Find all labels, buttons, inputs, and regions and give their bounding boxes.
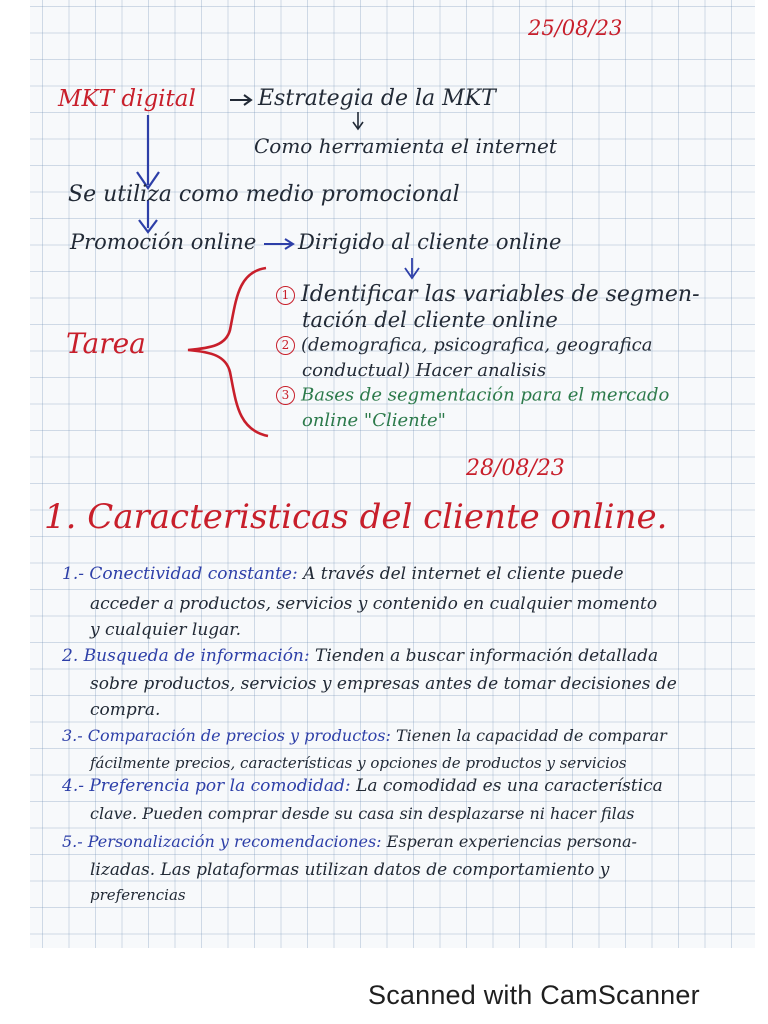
item-2-line3: compra.: [90, 700, 161, 720]
arrow-right-blue-icon: [264, 239, 293, 249]
tarea-item-2: [276, 336, 652, 355]
herramienta-text: Como herramienta el internet: [254, 134, 557, 158]
tarea-item-2-line2: conductual) Hacer analisis: [302, 360, 547, 381]
item-4-line2: clave. Pueden comprar desde su casa sin desplazarse ni hacer filas: [90, 804, 635, 823]
item-1-heading: 1.- Conectividad constante:: [62, 564, 298, 584]
camscanner-footer: Scanned with CamScanner: [368, 980, 700, 1010]
arrow-down-blue-icon: [137, 115, 159, 188]
dirigido-text: Dirigido al cliente online: [298, 230, 562, 254]
item-1: [62, 566, 624, 583]
date-top: 25/08/23: [528, 16, 623, 40]
arrow-right-icon: [230, 95, 251, 105]
item-4: [62, 778, 663, 795]
tarea-item-3: [276, 386, 669, 405]
circled-number: 2: [276, 336, 295, 355]
tarea-item-2-line1: (demografica, psicografica, geografica: [301, 334, 653, 356]
tarea-item-3-line1: Bases de segmentación para el mercado: [301, 384, 670, 406]
item-1-line2: acceder a productos, servicios y contenido en cualquier momento: [90, 594, 658, 614]
mkt-digital-label: MKT digital: [58, 86, 196, 112]
circled-number: 3: [276, 386, 295, 405]
item-2: [62, 648, 658, 665]
tarea-item-3-line2: online "Cliente": [302, 410, 446, 431]
item-1-line3: y cualquier lugar.: [90, 620, 241, 640]
item-2-line1: Tienden a buscar información detallada: [315, 646, 659, 666]
item-3: [62, 728, 667, 744]
item-3-line1: Tienen la capacidad de comparar: [395, 726, 667, 745]
item-5-line3: preferencias: [90, 886, 186, 904]
tarea-item-1-line2: tación del cliente online: [302, 308, 558, 332]
item-2-line2: sobre productos, servicios y empresas antes de tomar decisiones de: [90, 674, 677, 694]
item-4-heading: 4.- Preferencia por la comodidad:: [62, 776, 351, 796]
section-title: 1. Caracteristicas del cliente online.: [44, 497, 668, 537]
promocion-text: Promoción online: [70, 230, 257, 254]
item-5-line2: lizadas. Las plataformas utilizan datos de comportamiento y: [90, 860, 610, 880]
curly-brace-icon: [188, 268, 268, 436]
tarea-item-1: [276, 284, 700, 306]
item-5-heading: 5.- Personalización y recomendaciones:: [62, 832, 382, 851]
item-3-heading: 3.- Comparación de precios y productos:: [62, 726, 391, 745]
se-utiliza-text: Se utiliza como medio promocional: [68, 182, 460, 207]
item-5: [62, 834, 637, 850]
arrow-down-blue-icon: [405, 258, 419, 278]
item-3-line2: fácilmente precios, características y opciones de productos y servicios: [90, 754, 627, 772]
item-2-heading: 2. Busqueda de información:: [62, 646, 310, 666]
item-1-line1: A través del internet el cliente puede: [303, 564, 624, 584]
section-date: 28/08/23: [466, 456, 565, 481]
item-5-line1: Esperan experiencias persona-: [386, 832, 637, 851]
tarea-item-1-line1: Identificar las variables de segmen-: [301, 282, 700, 307]
tarea-label: Tarea: [66, 327, 146, 360]
circled-number: 1: [276, 286, 295, 305]
arrow-down-icon: [353, 112, 363, 129]
item-4-line1: La comodidad es una característica: [356, 776, 663, 796]
estrategia-text: Estrategia de la MKT: [258, 86, 496, 111]
